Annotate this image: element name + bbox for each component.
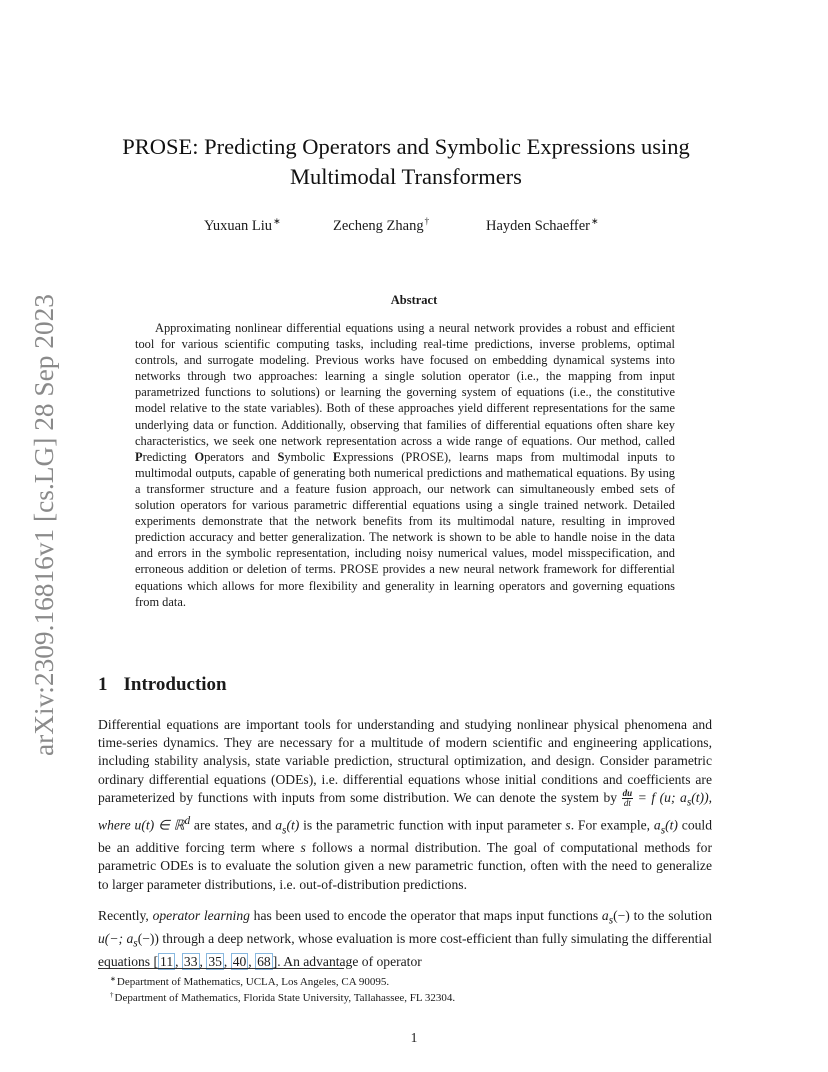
section-heading: 1 Introduction: [98, 674, 227, 695]
author-list: [0, 216, 828, 236]
arxiv-identifier: arXiv:2309.16816v1 [cs.LG] 28 Sep 2023: [29, 300, 59, 756]
footnote-1: ∗Department of Mathematics, UCLA, Los Angeles, CA 90095.: [110, 975, 390, 988]
derivative-fraction: $\frac{du}{dt}$: [622, 787, 633, 808]
arxiv-side-stamp: [22, 290, 64, 760]
citation-link[interactable]: 68: [257, 953, 271, 969]
citation-link[interactable]: 33: [183, 953, 198, 969]
author-2: Zecheng Zhang†: [333, 216, 430, 234]
abstract-heading: Abstract: [390, 293, 438, 307]
footnote-divider: [98, 968, 344, 969]
author-3: Hayden Schaeffer∗: [486, 216, 599, 234]
paper-title: PROSE: Predicting Operators and Symbolic Expressions using Multimodal Transformers: [122, 134, 690, 189]
citation-link[interactable]: 40: [232, 953, 247, 969]
intro-paragraph-1: Differential equations are important tools for understanding and studying nonlinear physical phenomena and time-series dynamics. They are necessary for a multitude of modern scientific and engineering applications, including stability analysis, state variable prediction, structural optimization, and design. Consider parametric ordinary differential equations (ODEs), i.e. differential equations whose initial conditions and coefficients are parameterized by functions with inputs from some distribution. We can denote the system by $\frac{du}{dt}$ = f (u; $a_s(t)$), where u(t) ∈ ℝ$^d$ are states, and $a_s(t)$ is the parametric function with input parameter s. For example, $a_s(t)$ could be an additive forcing term where s follows a normal distribution. The goal of computational methods for parametric ODEs is to evaluate the solution given a new parametric function, often with the need to generalize to larger parameter distributions, i.e. out-of-distribution predictions.: [98, 717, 712, 892]
author-1: Yuxuan Liu∗: [204, 216, 281, 234]
abstract-body: Approximating nonlinear differential equations using a neural network provides a robust and efficient tool for various scientific computing tasks, including real-time predictions, inverse problems, optimal controls, and surrogate modeling. Previous works have focused on embedding dynamical systems into networks through two approaches: learning a single solution operator (i.e., the mapping from input parametrized functions to solutions) or learning the governing system of equations (i.e., the constitutive model relative to the state variables). Both of these approaches yield different representations for the same underlying data or function. Additionally, observing that families of differential equations often share key characteristics, we seek one network representation across a wide range of equations. Our method, called Predicting Operators and Symbolic Expressions (PROSE), learns maps from multimodal inputs to multimodal outputs, capable of generating both numerical predictions and mathematical equations. By using a transformer structure and a feature fusion approach, our network can simultaneously embed sets of solution operators for various parametric differential equations using a single trained network. Detailed experiments demonstrate that the network benefits from its multimodal nature, resulting in improved prediction accuracy and better generalization. The network is shown to be able to handle noise in the data and errors in the symbolic representation, including noisy numerical values, model misspecification, and erroneous addition or deletion of terms. PROSE provides a new neural network framework for differential equations which allows for more flexibility and generality in learning operators and governing equations from data.: [135, 321, 675, 609]
citation-link[interactable]: 35: [208, 953, 222, 969]
page-number: 1: [410, 1030, 418, 1045]
intro-paragraph-2: Recently, operator learning has been used to encode the operator that maps input functions $a_s(-)$ to the solution u(−; $a_s(-)$) through a deep network, whose evaluation is more cost-efficient than fully simulating the differential equations [ 11 , 33 , 35 , 40 , 68 ]. An advantage of operator: [98, 908, 713, 969]
footnote-2: †Department of Mathematics, Florida State University, Tallahassee, FL 32304.: [110, 991, 456, 1004]
citation-link[interactable]: 11: [160, 953, 174, 969]
